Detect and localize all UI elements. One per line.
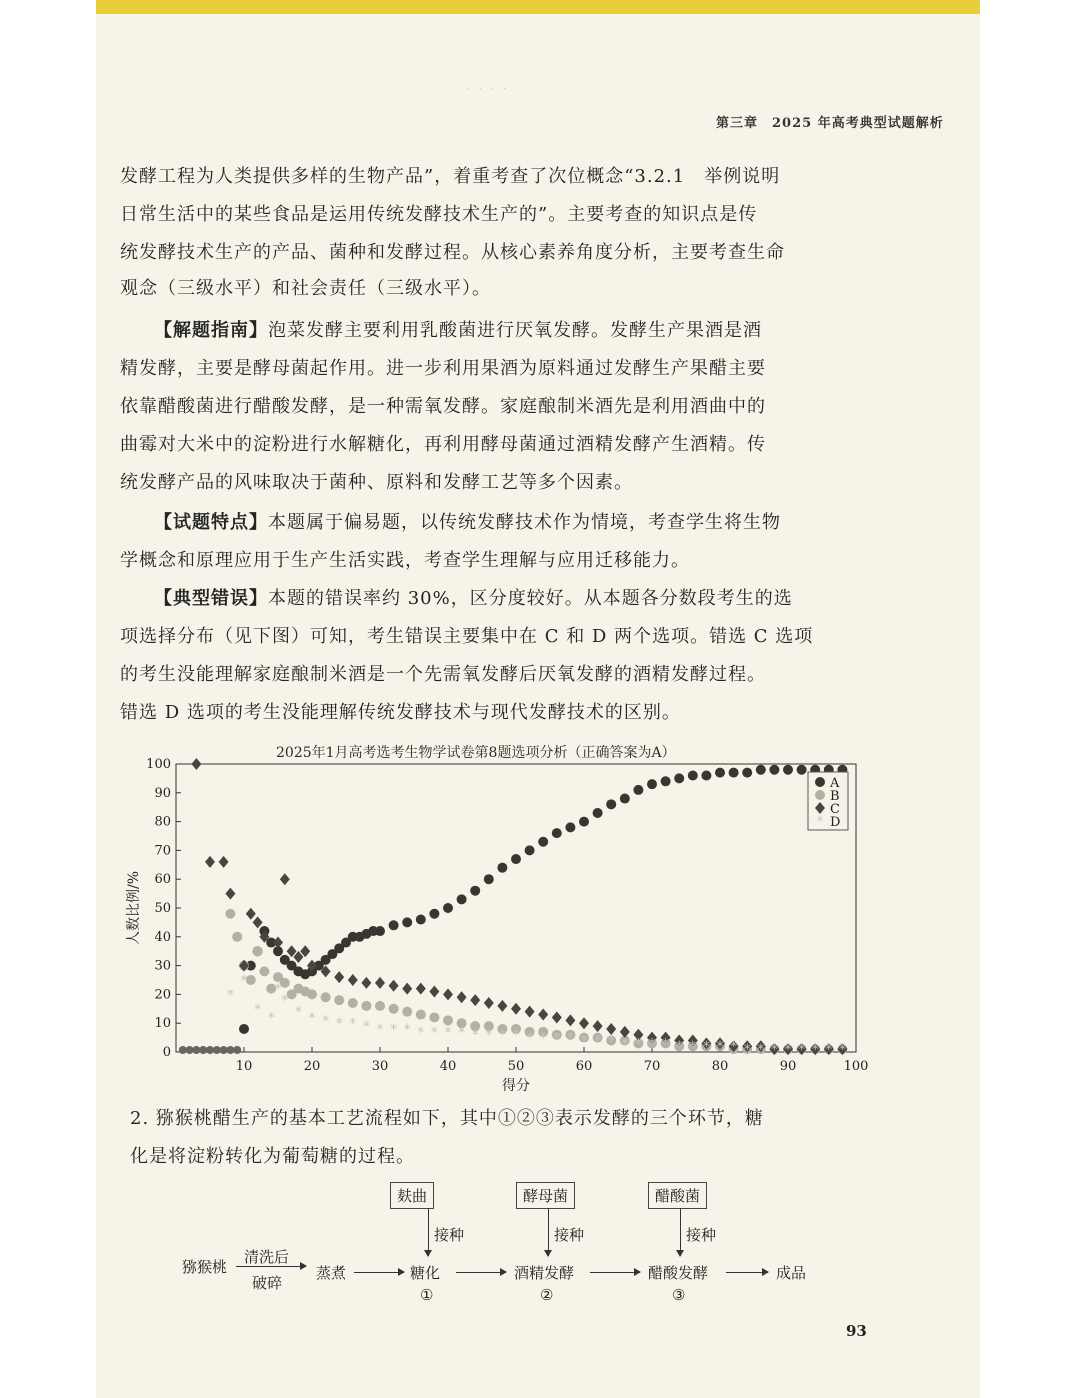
question2-line-1: 2. 猕猴桃醋生产的基本工艺流程如下，其中①②③表示发酵的三个环节，糖	[130, 1108, 764, 1129]
guide-line-2: 精发酵，主要是酵母菌起作用。进一步利用果酒为原料通过发酵生产果醋主要	[120, 358, 766, 379]
series-d-point: *	[308, 1010, 316, 1027]
series-d-point: *	[770, 1042, 778, 1059]
series-c-point	[511, 1003, 521, 1015]
page-number: 93	[846, 1322, 867, 1340]
series-d-point: *	[444, 1024, 452, 1041]
flow-step2: 酒精发酵	[514, 1264, 575, 1282]
series-a-point	[674, 773, 684, 783]
arrow-wash	[236, 1266, 306, 1267]
guide-line-1	[154, 316, 866, 342]
series-b-point	[375, 1001, 385, 1011]
series-a-point	[661, 776, 671, 786]
series-a-point	[552, 828, 562, 838]
x-tick-label: 80	[711, 1059, 729, 1074]
series-d-point: *	[226, 987, 234, 1004]
series-d-point: *	[648, 1036, 656, 1053]
series-a-point	[756, 765, 766, 775]
series-c-point	[593, 1020, 603, 1032]
intro-line-1: 发酵工程为人类提供多样的生物产品”，着重考查了次位概念“3.2.1 举例说明	[120, 166, 781, 187]
series-d-point: *	[274, 981, 282, 998]
y-tick-label: 100	[146, 757, 171, 772]
series-d-point: *	[281, 993, 289, 1010]
features-line-1	[154, 508, 866, 534]
series-d-point: *	[566, 1030, 574, 1047]
series-a-point	[416, 915, 426, 925]
chart-title: 2025年1月高考选考生物学试卷第8题选项分析（正确答案为A）	[276, 745, 676, 761]
series-d-point: *	[607, 1033, 615, 1050]
series-a-point	[525, 845, 535, 855]
series-c-point	[443, 988, 453, 1000]
arrow-down-2	[548, 1208, 549, 1256]
series-a-point	[470, 886, 480, 896]
legend-label-c: C	[830, 802, 840, 817]
flow-wash: 清洗后	[244, 1248, 290, 1266]
y-tick-label: 10	[154, 1016, 171, 1032]
series-d-point: *	[689, 1039, 697, 1056]
series-a-point	[620, 794, 630, 804]
series-d-point: *	[498, 1027, 506, 1044]
series-a-point	[375, 926, 385, 936]
series-a-point	[443, 903, 453, 913]
y-tick-label: 60	[154, 872, 171, 888]
arrow-steam	[354, 1272, 404, 1273]
x-tick-label: 60	[575, 1059, 593, 1074]
series-a-point	[742, 768, 752, 778]
series-a-point	[783, 765, 793, 775]
series-c-point	[484, 997, 494, 1009]
series-c-point	[348, 974, 358, 986]
guide-tag: 【解题指南】	[154, 320, 268, 341]
series-d-point: *	[335, 1016, 343, 1033]
series-d-point: *	[376, 1021, 384, 1038]
series-d-point: *	[349, 1016, 357, 1033]
series-d-point: *	[362, 1019, 370, 1036]
arrow-down-3	[680, 1208, 681, 1256]
guide-text-1: 泡菜发酵主要利用乳酸菌进行厌氧发酵。发酵生产果酒是酒	[268, 320, 762, 341]
series-b-point	[225, 909, 235, 919]
series-d-point: *	[512, 1027, 520, 1044]
series-a-point	[579, 817, 589, 827]
x-tick-label: 90	[779, 1059, 797, 1074]
series-b-point	[429, 1012, 439, 1022]
series-d-point: *	[471, 1027, 479, 1044]
series-a-point	[429, 909, 439, 919]
scatter-chart	[116, 752, 876, 1102]
series-d-point: *	[743, 1042, 751, 1059]
series-a-point	[239, 1024, 249, 1034]
series-c-point	[525, 1006, 535, 1018]
series-d-point: *	[757, 1042, 765, 1059]
series-b-point	[321, 992, 331, 1002]
x-tick-label: 40	[439, 1059, 457, 1074]
series-c-point	[191, 758, 201, 770]
series-d-point: *	[539, 1030, 547, 1047]
series-d-point: *	[526, 1030, 534, 1047]
series-c-point	[538, 1009, 548, 1021]
x-tick-label: 10	[235, 1059, 253, 1074]
series-a-point	[565, 822, 575, 832]
running-head: 第三章 2025 年高考典型试题解析	[716, 116, 944, 131]
series-a-point	[797, 765, 807, 775]
flow-steam: 蒸煮	[316, 1264, 347, 1282]
y-tick-label: 80	[154, 814, 171, 830]
series-a-point	[593, 808, 603, 818]
series-c-point	[389, 980, 399, 992]
series-d-point: *	[267, 1010, 275, 1027]
series-d-point: *	[634, 1036, 642, 1053]
series-c-point	[273, 937, 283, 949]
y-tick-label: 20	[154, 987, 171, 1003]
arrow-down-1	[428, 1208, 429, 1256]
series-a-point	[606, 799, 616, 809]
x-tick-label: 50	[507, 1059, 525, 1074]
series-c-point	[416, 983, 426, 995]
flow-step1: 糖化	[410, 1264, 441, 1282]
intro-line-3: 统发酵技术生产的产品、菌种和发酵过程。从核心素养角度分析，主要考查生命	[120, 242, 785, 263]
series-a-point	[633, 785, 643, 795]
series-a-point	[715, 768, 725, 778]
series-a-point	[402, 917, 412, 927]
guide-line-4: 曲霉对大米中的淀粉进行水解糖化，再利用酵母菌通过酒精发酵产生酒精。传	[120, 434, 766, 455]
series-a-point	[457, 894, 467, 904]
question2-line-2: 化是将淀粉转化为葡萄糖的过程。	[130, 1146, 415, 1167]
series-d-point: *	[553, 1030, 561, 1047]
series-a-point	[389, 920, 399, 930]
circled-3: ③	[672, 1286, 686, 1304]
series-c-point	[280, 873, 290, 885]
series-a-point	[701, 771, 711, 781]
errors-line-2: 项选择分布（见下图）可知，考生错误主要集中在 C 和 D 两个选项。错选 C 选项	[120, 626, 814, 647]
series-c-point	[375, 977, 385, 989]
series-c-point	[225, 888, 235, 900]
arrow-step1	[456, 1272, 506, 1273]
series-c-point	[552, 1011, 562, 1023]
series-c-point	[470, 994, 480, 1006]
series-c-point	[219, 856, 229, 868]
series-c-point	[361, 977, 371, 989]
series-a-point	[647, 779, 657, 789]
series-b-point	[416, 1010, 426, 1020]
legend-label-d: D	[830, 815, 841, 830]
guide-line-5: 统发酵产品的风味取决于菌种、原料和发酵工艺等多个因素。	[120, 472, 633, 493]
series-c-point	[402, 983, 412, 995]
series-c-point	[565, 1014, 575, 1026]
y-tick-label: 90	[154, 785, 171, 801]
box-yeast: 酵母菌	[516, 1182, 575, 1209]
series-d-point: *	[621, 1036, 629, 1053]
y-tick-label: 70	[154, 843, 171, 859]
series-a-point	[729, 768, 739, 778]
circled-2: ②	[540, 1286, 554, 1304]
series-a-point	[538, 837, 548, 847]
series-d-point: *	[403, 1021, 411, 1038]
arrow-step2	[590, 1272, 640, 1273]
series-d-point: *	[417, 1024, 425, 1041]
series-a-point	[769, 765, 779, 775]
series-c-point	[429, 986, 439, 998]
series-c-point	[239, 960, 249, 972]
inoculate-label-1: 接种	[434, 1226, 465, 1244]
series-d-point: *	[485, 1027, 493, 1044]
series-d-point: *	[730, 1039, 738, 1056]
errors-line-4: 错选 D 选项的考生没能理解传统发酵技术与现代发酵技术的区别。	[120, 702, 681, 723]
series-b-point	[334, 995, 344, 1005]
x-tick-label: 70	[643, 1059, 661, 1074]
book-page	[96, 0, 980, 1398]
series-b-point	[253, 946, 263, 956]
y-tick-label: 40	[154, 929, 171, 945]
series-a-point	[497, 863, 507, 873]
series-a-point	[688, 771, 698, 781]
page-top-edge	[96, 0, 980, 14]
series-b-point	[443, 1015, 453, 1025]
series-b-point	[348, 998, 358, 1008]
intro-line-2: 日常生活中的某些食品是运用传统发酵技术生产的”。主要考查的知识点是传	[120, 204, 758, 225]
series-d-point: *	[580, 1033, 588, 1050]
series-d-point: *	[838, 1042, 846, 1059]
series-d-point: *	[390, 1021, 398, 1038]
errors-tag: 【典型错误】	[154, 588, 268, 609]
series-d-point: *	[675, 1039, 683, 1056]
series-b-point	[259, 966, 269, 976]
y-axis-label: 人数比例/%	[126, 870, 142, 946]
series-d-point: *	[798, 1042, 806, 1059]
box-acetobacter: 醋酸菌	[648, 1182, 707, 1209]
box-fuqu: 麸曲	[390, 1182, 434, 1209]
legend-marker-a	[815, 777, 825, 787]
series-d-point: *	[811, 1042, 819, 1059]
series-d-point: *	[322, 1013, 330, 1030]
features-line-2: 学概念和原理应用于生产生活实践，考查学生理解与应用迁移能力。	[120, 550, 690, 571]
series-d-point: *	[458, 1024, 466, 1041]
legend-marker-d: *	[816, 814, 824, 830]
series-c-point	[205, 856, 215, 868]
series-c-point	[253, 916, 263, 928]
legend-marker-b	[815, 790, 825, 800]
legend-box	[808, 772, 848, 830]
series-b-point	[402, 1007, 412, 1017]
errors-line-3: 的考生没能理解家庭酿制米酒是一个先需氧发酵后厌氧发酵的酒精发酵过程。	[120, 664, 766, 685]
series-d-point: *	[240, 973, 248, 989]
series-d-point: *	[254, 1001, 262, 1018]
series-d-point: *	[662, 1036, 670, 1053]
circled-1: ①	[420, 1286, 434, 1304]
x-axis-label: 得分	[502, 1078, 530, 1094]
inoculate-label-3: 接种	[686, 1226, 717, 1244]
series-a-point	[484, 874, 494, 884]
y-tick-label: 30	[154, 958, 171, 974]
x-tick-label: 30	[371, 1059, 389, 1074]
flow-crush: 破碎	[252, 1274, 283, 1292]
series-c-point	[579, 1017, 589, 1029]
series-c-point	[334, 971, 344, 983]
series-d-point: *	[716, 1039, 724, 1056]
x-tick-label: 100	[843, 1059, 869, 1074]
series-d-point: *	[430, 1024, 438, 1041]
x-tick-label: 20	[303, 1059, 321, 1074]
arrow-step3	[726, 1272, 768, 1273]
series-d-point: *	[784, 1042, 792, 1059]
baseline-point	[233, 1046, 241, 1054]
flow-product: 成品	[776, 1264, 807, 1282]
series-a-point	[511, 854, 521, 864]
guide-line-3: 依靠醋酸菌进行醋酸发酵，是一种需氧发酵。家庭酿制米酒先是利用酒曲中的	[120, 396, 766, 417]
series-d-point: *	[594, 1033, 602, 1050]
series-c-point	[497, 1000, 507, 1012]
intro-line-4: 观念（三级水平）和社会责任（三级水平）。	[120, 278, 491, 299]
series-d-point: *	[294, 1004, 302, 1021]
bleed-through-text: · · · ·	[466, 82, 509, 97]
errors-text-1: 本题的错误率约 30%，区分度较好。从本题各分数段考生的选	[268, 588, 793, 609]
series-b-point	[307, 989, 317, 999]
y-tick-label: 50	[154, 901, 171, 916]
series-b-point	[232, 932, 242, 942]
series-b-point	[361, 1001, 371, 1011]
series-d-point: *	[825, 1042, 833, 1059]
legend-label-a: A	[830, 776, 840, 791]
flow-start: 猕猴桃	[182, 1258, 228, 1276]
series-b-point	[389, 1004, 399, 1014]
series-c-point	[246, 908, 256, 920]
features-text-1: 本题属于偏易题，以传统发酵技术作为情境，考查学生将生物	[268, 512, 781, 533]
legend-label-b: B	[830, 789, 840, 804]
flow-step3: 醋酸发酵	[648, 1264, 709, 1282]
inoculate-label-2: 接种	[554, 1226, 585, 1244]
y-tick-label: 0	[162, 1045, 171, 1060]
features-tag: 【试题特点】	[154, 512, 268, 533]
series-d-point: *	[702, 1039, 710, 1056]
series-c-point	[457, 991, 467, 1003]
errors-line-1	[154, 584, 866, 610]
